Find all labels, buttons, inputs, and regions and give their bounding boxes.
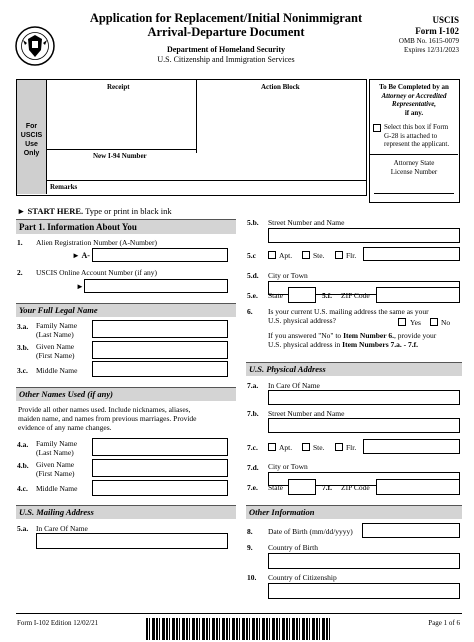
mailing-apt-label: Apt. — [279, 251, 293, 260]
attorney-box — [369, 79, 460, 203]
part1-header — [16, 219, 236, 234]
q3a-number: 3.a. — [17, 322, 29, 331]
q2-label: USCIS Online Account Number (if any) — [36, 268, 158, 277]
g28-text: Select this box if Form G-28 is attached to represent the applicant. — [384, 123, 450, 148]
physical-apt-checkbox[interactable] — [268, 443, 276, 451]
q8-number: 8. — [247, 527, 253, 536]
physical-flr-checkbox[interactable] — [335, 443, 343, 451]
title-line-1: Application for Replacement/Initial Nonimmigrant — [89, 11, 363, 25]
q5e-label: State — [268, 291, 283, 300]
mailing-flr-checkbox[interactable] — [335, 251, 343, 259]
q1-number: 1. — [17, 238, 23, 247]
mailing-street-input[interactable] — [268, 228, 460, 243]
attorney-heading: To Be Completed by an Attorney or Accredited Representative, if any. — [379, 83, 449, 117]
q3b-label: Given Name (First Name) — [36, 342, 75, 360]
i94-divider — [46, 149, 196, 150]
q5f-number: 5.f. — [322, 291, 332, 300]
q4b-label: Given Name (First Name) — [36, 460, 75, 478]
start-here-instruction — [17, 207, 267, 217]
attorney-divider — [370, 154, 458, 155]
other-given-name-input[interactable] — [92, 459, 228, 477]
q5b-label: Street Number and Name — [268, 218, 345, 227]
expiration-date: Expires 12/31/2023 — [403, 46, 459, 54]
mailing-flr-label: Flr. — [346, 251, 357, 260]
q7e-label: State — [268, 483, 283, 492]
q5d-label: City or Town — [268, 271, 308, 280]
q7a-label: In Care Of Name — [268, 381, 320, 390]
family-name-input[interactable] — [92, 320, 228, 338]
q3c-label: Middle Name — [36, 366, 78, 375]
department-name: Department of Homeland Security — [167, 45, 285, 54]
q5a-label: In Care Of Name — [36, 524, 88, 533]
q7e-number: 7.e. — [247, 483, 258, 492]
q3c-number: 3.c. — [17, 366, 28, 375]
q5f-label: ZIP Code — [341, 291, 370, 300]
action-block-label: Action Block — [261, 83, 300, 91]
q5b-number: 5.b. — [247, 218, 259, 227]
country-of-birth-input[interactable] — [268, 553, 460, 569]
q5e-number: 5.e. — [247, 291, 258, 300]
q6-no-label: No — [441, 318, 451, 327]
q10-number: 10. — [247, 573, 257, 582]
form-title — [80, 11, 372, 39]
q4c-label: Middle Name — [36, 484, 78, 493]
legal-name-heading: Your Full Legal Name — [16, 303, 236, 317]
q6-yes-label: Yes — [410, 318, 421, 327]
start-here-arrow-icon: ► — [17, 206, 26, 216]
physical-ste-label: Ste. — [313, 443, 325, 452]
start-here-bold: START HERE. — [27, 206, 84, 216]
q7c-number: 7.c. — [247, 443, 258, 452]
online-account-input[interactable] — [84, 279, 228, 293]
physical-address-heading: U.S. Physical Address — [246, 362, 462, 376]
a-number-prefix: ► A- — [72, 251, 90, 260]
q1-label: Alien Registration Number (A-Number) — [36, 238, 158, 247]
q6-yes-checkbox[interactable] — [398, 318, 406, 326]
mailing-apt-checkbox[interactable] — [268, 251, 276, 259]
barcode-image — [146, 618, 330, 640]
uscis-side-label: For USCIS Use Only — [20, 123, 43, 157]
footer-rule — [16, 613, 462, 614]
q4a-label: Family Name (Last Name) — [36, 439, 78, 457]
middle-name-input[interactable] — [92, 361, 228, 377]
agency-name: U.S. Citizenship and Immigration Services — [157, 55, 295, 64]
q7f-label: ZIP Code — [341, 483, 370, 492]
license-label: Attorney State License Number — [390, 159, 438, 176]
part1-title: Part 1. Information About You — [19, 222, 137, 232]
omb-number: OMB No. 1615-0079 — [398, 37, 459, 45]
mailing-unit-input[interactable] — [363, 247, 460, 261]
new-i94-label: New I-94 Number — [93, 152, 147, 160]
footer-page-number: Page 1 of 6 — [428, 619, 460, 627]
start-here-rest: Type or print in black ink — [85, 206, 172, 216]
q7d-number: 7.d. — [247, 463, 259, 472]
q7b-number: 7.b. — [247, 409, 259, 418]
q6-follow-up-note: If you answered "No" to Item Number 6., provide your U.S. physical address in Item Numbers 7.a. - 7.f. — [268, 331, 437, 349]
title-line-2: Arrival-Departure Document — [147, 25, 305, 39]
physical-flr-label: Flr. — [346, 443, 357, 452]
q7f-number: 7.f. — [322, 483, 332, 492]
receipt-divider — [196, 80, 197, 153]
q4c-number: 4.c. — [17, 484, 28, 493]
dhs-seal-logo — [15, 26, 55, 66]
mailing-address-heading: U.S. Mailing Address — [16, 505, 236, 519]
uscis-side-panel — [17, 80, 47, 194]
other-middle-name-input[interactable] — [92, 480, 228, 496]
mailing-ste-label: Ste. — [313, 251, 325, 260]
mailing-care-of-input[interactable] — [36, 533, 228, 549]
physical-zip-input[interactable] — [376, 479, 460, 495]
footer-edition: Form I-102 Edition 12/02/21 — [17, 619, 99, 627]
other-info-heading: Other Information — [246, 505, 462, 519]
q5a-number: 5.a. — [17, 524, 29, 533]
other-names-heading: Other Names Used (if any) — [16, 387, 236, 401]
q7b-label: Street Number and Name — [268, 409, 345, 418]
a-number-input[interactable] — [92, 248, 228, 262]
q6-no-checkbox[interactable] — [430, 318, 438, 326]
q7a-number: 7.a. — [247, 381, 259, 390]
remarks-label: Remarks — [50, 183, 78, 191]
form-agency: USCIS — [432, 15, 459, 25]
online-account-prefix: ► — [76, 282, 84, 291]
other-family-name-input[interactable] — [92, 438, 228, 456]
q7d-label: City or Town — [268, 462, 308, 471]
q6-number: 6. — [247, 307, 253, 316]
q9-label: Country of Birth — [268, 543, 318, 552]
license-number-line[interactable] — [374, 193, 454, 194]
other-names-description: Provide all other names used. Include nicknames, aliases, maiden name, and names from previous marriages. Provide evidence of any name changes. — [18, 405, 197, 432]
physical-care-of-input[interactable] — [268, 390, 460, 405]
physical-ste-checkbox[interactable] — [302, 443, 310, 451]
physical-apt-label: Apt. — [279, 443, 293, 452]
q10-label: Country of Citizenship — [268, 573, 337, 582]
mailing-ste-checkbox[interactable] — [302, 251, 310, 259]
date-of-birth-input[interactable] — [362, 523, 460, 538]
q5c-number: 5.c — [247, 251, 256, 260]
form-number: Form I-102 — [415, 26, 459, 36]
q3a-label: Family Name (Last Name) — [36, 321, 78, 339]
physical-street-input[interactable] — [268, 418, 460, 433]
q4b-number: 4.b. — [17, 461, 29, 470]
g28-checkbox[interactable] — [373, 124, 381, 132]
given-name-input[interactable] — [92, 341, 228, 359]
mailing-zip-input[interactable] — [376, 287, 460, 303]
q2-number: 2. — [17, 268, 23, 277]
q3b-number: 3.b. — [17, 343, 29, 352]
q8-label: Date of Birth (mm/dd/yyyy) — [268, 527, 353, 536]
q5d-number: 5.d. — [247, 271, 259, 280]
country-of-citizenship-input[interactable] — [268, 583, 460, 599]
remarks-divider — [46, 180, 366, 181]
physical-unit-input[interactable] — [363, 439, 460, 454]
physical-state-input[interactable] — [288, 479, 316, 495]
q4a-number: 4.a. — [17, 440, 29, 449]
receipt-label: Receipt — [107, 83, 130, 91]
uscis-use-only-box — [16, 79, 367, 196]
q9-number: 9. — [247, 543, 253, 552]
q6-question: Is your current U.S. mailing address the same as your U.S. physical address? — [268, 307, 429, 325]
mailing-state-input[interactable] — [288, 287, 316, 303]
